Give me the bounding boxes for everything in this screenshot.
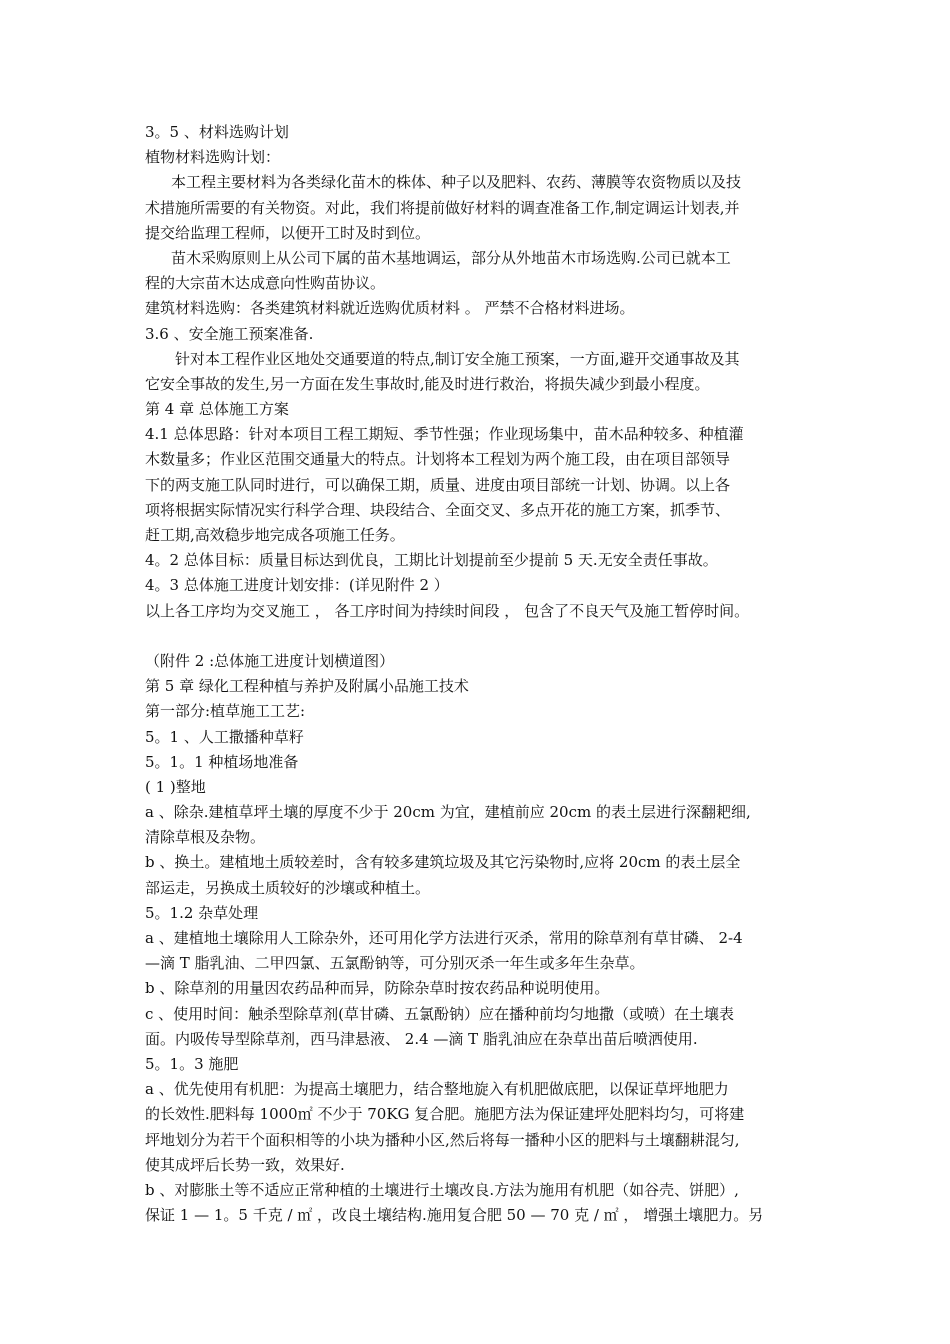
section-heading: 3。5 、材料选购计划 [145, 123, 289, 141]
paragraph-line: 程的大宗苗木达成意向性购苗协议。 [145, 274, 386, 293]
paragraph-line: b 、除草剂的用量因农药品种而异，防除杂草时按农药品种说明使用。 [145, 979, 610, 998]
paragraph-line: 术措施所需要的有关物资。对此，我们将提前做好材料的调查准备工作,制定调运计划表,并 [145, 198, 740, 217]
paragraph-line: 使其成坪后长势一致，效果好. [145, 1155, 345, 1174]
chapter-heading: 第 5 章 绿化工程种植与养护及附属小品施工技术 [145, 677, 469, 696]
attachment-note: （附件 2 :总体施工进度计划横道图） [145, 651, 395, 670]
paragraph-line: 坪地划分为若干个面积相等的小块为播种小区,然后将每一播种小区的肥料与土壤翻耕混匀, [145, 1130, 740, 1149]
paragraph-line: 它安全事故的发生,另一方面在发生事故时,能及时进行救治，将损失减少到最小程度。 [145, 374, 710, 393]
paragraph-line: 清除草根及杂物。 [145, 828, 266, 847]
paragraph-line: 下的两支施工队同时进行，可以确保工期，质量、进度由项目部统一计划、协调。以上各 [145, 475, 731, 494]
blank-line [145, 624, 817, 649]
paragraph-line: 本工程主要材料为各类绿化苗木的株体、种子以及肥料、农药、薄膜等农资物质以及技 [171, 173, 742, 192]
paragraph-line: 赶工期,高效稳步地完成各项施工任务。 [145, 526, 405, 544]
paragraph-line: 的长效性.肥料每 1000㎡ 不少于 70KG 复合肥。施肥方法为保证建坪处肥料均匀，可将建 [145, 1105, 745, 1124]
paragraph-line: 以上各工序均为交叉施工 ， 各工序时间为持续时间段 ， 包含了不良天气及施工暂停时间。 [145, 601, 750, 620]
paragraph-line: 4。3 总体施工进度计划安排：(详见附件 2 ） [145, 576, 449, 595]
paragraph-line: 部运走，另换成土质较好的沙壤或种植土。 [145, 878, 431, 897]
paragraph-line: a 、优先使用有机肥：为提高土壤肥力，结合整地旋入有机肥做底肥，以保证草坪地肥力 [145, 1080, 729, 1099]
paragraph-line: c 、使用时间：触杀型除草剂(草甘磷、五氯酚钠）应在播种前均匀地撒（或喷）在土壤表 [145, 1004, 735, 1023]
section-heading: 5。1.2 杂草处理 [145, 903, 259, 922]
paragraph-line: 4。2 总体目标：质量目标达到优良，工期比计划提前至少提前 5 天.无安全责任事故。 [145, 551, 718, 570]
section-heading: 5。1。3 施肥 [145, 1054, 239, 1073]
subheading: 第一部分:植草施工工艺: [145, 702, 306, 721]
paragraph-line: 保证 1 — 1。5 千克 / ㎡ ，改良土壤结构.施用复合肥 50 — 70 克 / ㎡ ， 增强土壤肥力。另 [145, 1206, 764, 1225]
paragraph-line: 面。内吸传导型除草剂，西马津悬液、 2.4 —滴 T 脂乳油应在杂草出苗后喷洒使用. [145, 1029, 698, 1048]
paragraph-line: b 、对膨胀土等不适应正常种植的土壤进行土壤改良.方法为施用有机肥（如谷壳、饼肥）, [145, 1180, 739, 1199]
paragraph-line: 项将根据实际情况实行科学合理、块段结合、全面交叉、多点开花的施工方案，抓季节、 [145, 500, 731, 519]
section-heading: 3.6 、安全施工预案准备. [145, 324, 314, 343]
subheading: 植物材料选购计划： [145, 148, 281, 167]
paragraph-line: 木数量多；作业区范围交通量大的特点。计划将本工程划为两个施工段，由在项目部领导 [145, 450, 731, 469]
document-page [145, 120, 817, 1228]
paragraph-line: 建筑材料选购：各类建筑材料就近选购优质材料 。 严禁不合格材料进场。 [145, 299, 635, 318]
subheading: ( 1 )整地 [145, 777, 206, 796]
section-heading: 5。1。1 种植场地准备 [145, 752, 299, 771]
paragraph-line: 苗木采购原则上从公司下属的苗木基地调运，部分从外地苗木市场选购.公司已就本工 [171, 248, 731, 267]
chapter-heading: 第 4 章 总体施工方案 [145, 400, 289, 419]
paragraph-line: a 、除杂.建植草坪土壤的厚度不少于 20cm 为宜，建植前应 20cm 的表土层进行深翻耙细, [145, 803, 751, 822]
paragraph-line: 提交给监理工程师，以便开工时及时到位。 [145, 223, 431, 242]
paragraph-line: —滴 T 脂乳油、二甲四氯、五氯酚钠等，可分别灭杀一年生或多年生杂草。 [145, 954, 645, 973]
section-heading: 5。1 、人工撒播种草籽 [145, 727, 304, 746]
paragraph-line: 4.1 总体思路：针对本项目工程工期短、季节性强；作业现场集中，苗木品种较多、种植灌 [145, 425, 744, 444]
paragraph-line: a 、建植地土壤除用人工除杂外，还可用化学方法进行灭杀，常用的除草剂有草甘磷、 2-4 [145, 929, 743, 947]
paragraph-line: 针对本工程作业区地处交通要道的特点,制订安全施工预案，一方面,避开交通事故及其 [175, 349, 740, 368]
paragraph-line: b 、换土。建植地土质较差时，含有较多建筑垃圾及其它污染物时,应将 20cm 的表土层全 [145, 853, 741, 872]
